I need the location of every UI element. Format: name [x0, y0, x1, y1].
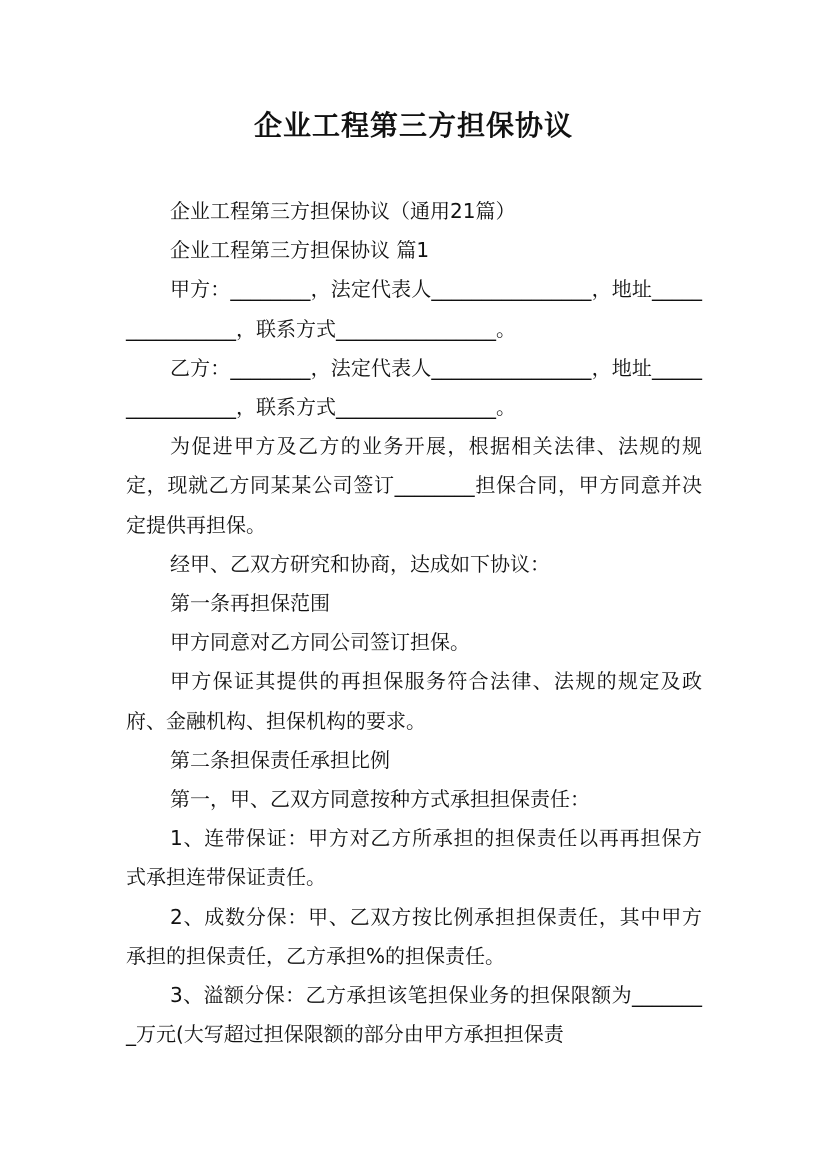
paragraph-party-a: 甲方：________，法定代表人________________，地址________________，联系方式________________。	[126, 277, 702, 341]
document-body	[126, 192, 702, 1054]
paragraph-article-1-heading: 第一条再担保范围	[170, 591, 330, 616]
paragraph-article-2-heading: 第二条担保责任承担比例	[170, 747, 390, 772]
document-title: 企业工程第三方担保协议	[253, 109, 573, 142]
paragraph-section-heading: 企业工程第三方担保协议 篇1	[170, 238, 430, 263]
paragraph-party-b: 乙方：________，法定代表人________________，地址________________，联系方式________________。	[126, 355, 702, 420]
paragraph-agreement-intro: 经甲、乙双方研究和协商，达成如下协议：	[170, 551, 550, 576]
paragraph-subtitle: 企业工程第三方担保协议（通用21篇）	[170, 199, 516, 223]
paragraph-item-2: 2、成数分保：甲、乙双方按比例承担担保责任，其中甲方承担的担保责任，乙方承担%的担保责任。	[126, 904, 702, 968]
paragraph-preamble: 为促进甲方及乙方的业务开展，根据相关法律、法规的规定，现就乙方同某某公司签订________担保合同，甲方同意并决定提供再担保。	[126, 434, 702, 537]
paragraph-article-1-text-b: 甲方保证其提供的再担保服务符合法律、法规的规定及政府、金融机构、担保机构的要求。	[126, 669, 702, 733]
paragraph-article-1-text-a: 甲方同意对乙方同公司签订担保。	[170, 630, 470, 655]
paragraph-article-2-intro: 第一，甲、乙双方同意按种方式承担担保责任：	[170, 787, 590, 812]
paragraph-item-3: 3、溢额分保：乙方承担该笔担保业务的担保限额为________万元(大写超过担保限额的部分由甲方承担担保责	[126, 983, 702, 1047]
paragraph-item-1: 1、连带保证：甲方对乙方所承担的担保责任以再再担保方式承担连带保证责任。	[126, 826, 702, 890]
